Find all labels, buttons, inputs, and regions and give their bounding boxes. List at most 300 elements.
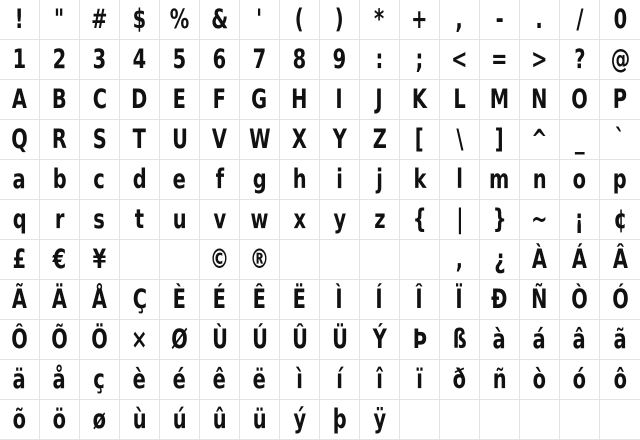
- glyph-cell[interactable]: [0, 120, 40, 160]
- glyph-character: [336, 246, 343, 273]
- glyph-character: #: [91, 4, 108, 35]
- glyph-cell[interactable]: [280, 240, 320, 280]
- glyph-cell[interactable]: [520, 40, 560, 80]
- glyph-cell[interactable]: [120, 160, 160, 200]
- glyph-cell[interactable]: [360, 120, 400, 160]
- glyph-cell[interactable]: [520, 400, 560, 440]
- glyph-cell[interactable]: [360, 160, 400, 200]
- glyph-cell[interactable]: [0, 320, 40, 360]
- glyph-character: ï: [416, 364, 423, 395]
- glyph-character: D: [131, 84, 148, 115]
- glyph-cell[interactable]: [400, 40, 440, 80]
- glyph-character: ": [54, 4, 65, 35]
- glyph-cell[interactable]: [480, 160, 520, 200]
- glyph-cell[interactable]: [280, 40, 320, 80]
- glyph-cell[interactable]: [440, 200, 480, 240]
- glyph-character: d: [132, 164, 147, 195]
- glyph-character: ?: [573, 44, 586, 75]
- glyph-cell[interactable]: [0, 280, 40, 320]
- glyph-character: õ: [12, 404, 27, 435]
- glyph-cell[interactable]: [360, 320, 400, 360]
- glyph-cell[interactable]: [40, 200, 80, 240]
- glyph-cell[interactable]: [40, 320, 80, 360]
- glyph-cell[interactable]: [200, 320, 240, 360]
- glyph-character: À: [531, 244, 548, 275]
- glyph-cell[interactable]: [280, 0, 320, 40]
- glyph-character: |: [455, 204, 464, 235]
- glyph-cell[interactable]: [560, 80, 600, 120]
- glyph-cell[interactable]: [320, 400, 360, 440]
- glyph-cell[interactable]: [320, 0, 360, 40]
- glyph-character: O: [571, 84, 588, 115]
- glyph-character: 6: [212, 44, 227, 75]
- glyph-character: [416, 246, 423, 273]
- glyph-character: Þ: [412, 324, 427, 355]
- glyph-character: Ô: [11, 324, 28, 355]
- glyph-cell[interactable]: [600, 160, 640, 200]
- glyph-cell[interactable]: [200, 200, 240, 240]
- glyph-character: Á: [571, 244, 588, 275]
- glyph-cell[interactable]: [480, 200, 520, 240]
- glyph-cell[interactable]: [200, 40, 240, 80]
- glyph-character: è: [132, 364, 147, 395]
- glyph-character: 5: [172, 44, 187, 75]
- glyph-cell[interactable]: [480, 240, 520, 280]
- glyph-character: Ü: [331, 324, 348, 355]
- glyph-character: ä: [12, 364, 27, 395]
- glyph-cell[interactable]: [280, 120, 320, 160]
- glyph-character: ÿ: [373, 404, 386, 435]
- glyph-cell[interactable]: [0, 160, 40, 200]
- glyph-character: Å: [91, 284, 108, 315]
- glyph-character: B: [52, 84, 67, 115]
- glyph-cell[interactable]: [440, 320, 480, 360]
- glyph-character: R: [52, 124, 67, 155]
- glyph-cell[interactable]: [80, 360, 120, 400]
- glyph-cell[interactable]: [120, 200, 160, 240]
- glyph-cell[interactable]: [600, 280, 640, 320]
- glyph-cell[interactable]: [240, 280, 280, 320]
- glyph-cell[interactable]: [40, 360, 80, 400]
- glyph-character: é: [172, 364, 187, 395]
- glyph-cell[interactable]: [520, 320, 560, 360]
- glyph-character: }: [492, 204, 507, 235]
- glyph-cell[interactable]: [160, 40, 200, 80]
- glyph-cell[interactable]: [480, 40, 520, 80]
- glyph-cell[interactable]: [600, 120, 640, 160]
- glyph-cell[interactable]: [520, 0, 560, 40]
- glyph-cell[interactable]: [320, 320, 360, 360]
- glyph-cell[interactable]: [440, 360, 480, 400]
- glyph-character: G: [251, 84, 268, 115]
- glyph-cell[interactable]: [40, 280, 80, 320]
- glyph-character: `: [615, 124, 625, 155]
- glyph-cell[interactable]: [440, 400, 480, 440]
- glyph-cell[interactable]: [320, 200, 360, 240]
- glyph-cell[interactable]: [600, 200, 640, 240]
- glyph-character: i: [336, 164, 343, 195]
- glyph-cell[interactable]: [360, 80, 400, 120]
- glyph-character: !: [15, 4, 24, 35]
- glyph-character: 7: [252, 44, 267, 75]
- glyph-character: å: [52, 364, 67, 395]
- glyph-cell[interactable]: [440, 240, 480, 280]
- glyph-cell[interactable]: [200, 80, 240, 120]
- glyph-character: [376, 246, 383, 273]
- glyph-character: (: [295, 4, 304, 35]
- glyph-cell[interactable]: [400, 0, 440, 40]
- glyph-character: Ç: [132, 284, 147, 315]
- glyph-cell[interactable]: [560, 320, 600, 360]
- glyph-character: 2: [52, 44, 67, 75]
- glyph-cell[interactable]: [560, 120, 600, 160]
- glyph-character: n: [532, 164, 547, 195]
- glyph-character: á: [532, 324, 547, 355]
- glyph-cell[interactable]: [80, 40, 120, 80]
- glyph-cell[interactable]: [480, 320, 520, 360]
- glyph-character: Q: [11, 124, 28, 155]
- glyph-cell[interactable]: [400, 200, 440, 240]
- glyph-character: j: [376, 164, 383, 195]
- glyph-cell[interactable]: [360, 360, 400, 400]
- glyph-character: Õ: [51, 324, 68, 355]
- glyph-character: z: [373, 204, 386, 235]
- glyph-character: s: [93, 204, 106, 235]
- glyph-cell[interactable]: [280, 80, 320, 120]
- glyph-cell[interactable]: [200, 360, 240, 400]
- glyph-cell[interactable]: [560, 40, 600, 80]
- glyph-cell[interactable]: [440, 80, 480, 120]
- glyph-cell[interactable]: [240, 400, 280, 440]
- glyph-cell[interactable]: [240, 40, 280, 80]
- glyph-cell[interactable]: [120, 120, 160, 160]
- glyph-cell[interactable]: [560, 240, 600, 280]
- glyph-cell[interactable]: [520, 200, 560, 240]
- glyph-cell[interactable]: [320, 120, 360, 160]
- glyph-cell[interactable]: [0, 40, 40, 80]
- glyph-cell[interactable]: [240, 120, 280, 160]
- glyph-cell[interactable]: [480, 280, 520, 320]
- glyph-character: .: [535, 4, 544, 35]
- glyph-character: u: [172, 204, 187, 235]
- glyph-character: 0: [613, 4, 627, 35]
- glyph-cell[interactable]: [80, 320, 120, 360]
- glyph-cell[interactable]: [600, 80, 640, 120]
- glyph-character: [296, 246, 303, 273]
- glyph-cell[interactable]: [160, 160, 200, 200]
- glyph-cell[interactable]: [200, 0, 240, 40]
- glyph-cell[interactable]: [120, 0, 160, 40]
- glyph-character: 9: [332, 44, 347, 75]
- glyph-cell[interactable]: [400, 360, 440, 400]
- glyph-character: ø: [92, 404, 107, 435]
- glyph-cell[interactable]: [240, 80, 280, 120]
- glyph-character: ¡: [575, 204, 584, 235]
- glyph-character: 8: [292, 44, 307, 75]
- glyph-cell[interactable]: [400, 400, 440, 440]
- glyph-character: :: [375, 44, 384, 75]
- glyph-character: ç: [93, 364, 106, 395]
- glyph-character: x: [293, 204, 306, 235]
- glyph-character: +: [411, 4, 428, 35]
- glyph-character: Û: [291, 324, 308, 355]
- glyph-character: W: [248, 124, 271, 155]
- glyph-character: ©: [209, 244, 230, 275]
- glyph-cell[interactable]: [120, 280, 160, 320]
- glyph-character: h: [292, 164, 307, 195]
- glyph-character: =: [491, 44, 508, 75]
- glyph-character: þ: [332, 404, 347, 435]
- glyph-cell[interactable]: [80, 200, 120, 240]
- glyph-character: {: [412, 204, 427, 235]
- glyph-cell[interactable]: [0, 200, 40, 240]
- glyph-cell[interactable]: [40, 0, 80, 40]
- glyph-cell[interactable]: [360, 400, 400, 440]
- glyph-cell[interactable]: [80, 400, 120, 440]
- glyph-cell[interactable]: [600, 360, 640, 400]
- glyph-character: E: [172, 84, 187, 115]
- glyph-cell[interactable]: [0, 400, 40, 440]
- glyph-character: ®: [249, 244, 270, 275]
- glyph-cell[interactable]: [0, 80, 40, 120]
- glyph-cell[interactable]: [480, 80, 520, 120]
- glyph-cell[interactable]: [240, 160, 280, 200]
- glyph-cell[interactable]: [400, 80, 440, 120]
- glyph-cell[interactable]: [200, 160, 240, 200]
- glyph-cell[interactable]: [520, 280, 560, 320]
- glyph-cell[interactable]: [520, 360, 560, 400]
- glyph-cell[interactable]: [240, 0, 280, 40]
- glyph-cell[interactable]: [560, 360, 600, 400]
- glyph-cell[interactable]: [160, 280, 200, 320]
- glyph-character: ò: [532, 364, 547, 395]
- glyph-cell[interactable]: [400, 120, 440, 160]
- glyph-character: ¥: [92, 244, 107, 275]
- glyph-cell[interactable]: [200, 400, 240, 440]
- glyph-character: \: [455, 124, 464, 155]
- glyph-character: l: [456, 164, 463, 195]
- glyph-cell[interactable]: [520, 80, 560, 120]
- glyph-cell[interactable]: [320, 360, 360, 400]
- glyph-cell[interactable]: [440, 280, 480, 320]
- glyph-character: Ê: [252, 284, 267, 315]
- glyph-character: H: [291, 84, 308, 115]
- glyph-cell[interactable]: [320, 40, 360, 80]
- glyph-cell[interactable]: [40, 40, 80, 80]
- glyph-cell[interactable]: [160, 320, 200, 360]
- glyph-cell[interactable]: [120, 400, 160, 440]
- glyph-character: &: [211, 4, 228, 35]
- glyph-character: I: [335, 84, 344, 115]
- glyph-cell[interactable]: [320, 280, 360, 320]
- glyph-cell[interactable]: [280, 160, 320, 200]
- glyph-cell[interactable]: [0, 360, 40, 400]
- glyph-character: ê: [212, 364, 227, 395]
- glyph-character: <: [451, 44, 468, 75]
- glyph-cell[interactable]: [560, 160, 600, 200]
- glyph-cell[interactable]: [40, 400, 80, 440]
- glyph-character: ¢: [613, 204, 627, 235]
- glyph-character: J: [375, 84, 384, 115]
- glyph-cell[interactable]: [400, 160, 440, 200]
- glyph-cell[interactable]: [40, 80, 80, 120]
- glyph-cell[interactable]: [40, 160, 80, 200]
- glyph-cell[interactable]: [400, 320, 440, 360]
- glyph-cell[interactable]: [440, 160, 480, 200]
- glyph-cell[interactable]: [200, 240, 240, 280]
- glyph-cell[interactable]: [80, 0, 120, 40]
- glyph-cell[interactable]: [160, 80, 200, 120]
- glyph-cell[interactable]: [200, 280, 240, 320]
- glyph-cell[interactable]: [160, 200, 200, 240]
- glyph-cell[interactable]: [320, 80, 360, 120]
- glyph-cell[interactable]: [360, 240, 400, 280]
- glyph-cell[interactable]: [120, 320, 160, 360]
- glyph-character: Ä: [51, 284, 68, 315]
- glyph-cell[interactable]: [560, 0, 600, 40]
- glyph-character: M: [489, 84, 510, 115]
- glyph-character: ¿: [493, 244, 506, 275]
- glyph-cell[interactable]: [400, 280, 440, 320]
- glyph-cell[interactable]: [240, 320, 280, 360]
- glyph-character: ): [335, 4, 344, 35]
- glyph-character: ô: [613, 364, 627, 395]
- glyph-cell[interactable]: [480, 360, 520, 400]
- glyph-character: /: [575, 4, 584, 35]
- glyph-character: $: [132, 4, 147, 35]
- glyph-character: C: [92, 84, 107, 115]
- glyph-character: ì: [296, 364, 303, 395]
- glyph-character: L: [453, 84, 466, 115]
- glyph-character: ð: [452, 364, 467, 395]
- glyph-cell[interactable]: [560, 200, 600, 240]
- glyph-cell[interactable]: [520, 120, 560, 160]
- glyph-cell[interactable]: [120, 240, 160, 280]
- glyph-character: ý: [293, 404, 306, 435]
- glyph-character: _: [574, 124, 585, 155]
- glyph-character: Ò: [571, 284, 588, 315]
- glyph-character: ù: [132, 404, 147, 435]
- glyph-character: ó: [572, 364, 587, 395]
- glyph-cell[interactable]: [480, 0, 520, 40]
- glyph-cell[interactable]: [600, 40, 640, 80]
- glyph-character: @: [610, 44, 630, 75]
- glyph-character: w: [250, 204, 269, 235]
- glyph-cell[interactable]: [520, 160, 560, 200]
- glyph-character: ]: [495, 124, 504, 155]
- glyph-cell[interactable]: [0, 240, 40, 280]
- glyph-cell[interactable]: [360, 280, 400, 320]
- glyph-character: F: [212, 84, 227, 115]
- glyph-character: f: [215, 164, 224, 195]
- glyph-character: Â: [612, 244, 628, 275]
- glyph-character: ‚: [455, 244, 464, 275]
- glyph-cell[interactable]: [280, 280, 320, 320]
- glyph-cell[interactable]: [480, 120, 520, 160]
- glyph-cell[interactable]: [280, 360, 320, 400]
- glyph-character: Ø: [171, 324, 188, 355]
- glyph-character: A: [11, 84, 28, 115]
- glyph-cell[interactable]: [280, 200, 320, 240]
- glyph-cell[interactable]: [360, 40, 400, 80]
- glyph-character: U: [171, 124, 188, 155]
- glyph-cell[interactable]: [320, 240, 360, 280]
- glyph-cell[interactable]: [480, 400, 520, 440]
- glyph-character: Ú: [251, 324, 268, 355]
- glyph-cell[interactable]: [120, 80, 160, 120]
- glyph-cell[interactable]: [280, 320, 320, 360]
- glyph-cell[interactable]: [400, 240, 440, 280]
- glyph-character: t: [134, 204, 145, 235]
- glyph-cell[interactable]: [440, 120, 480, 160]
- glyph-cell[interactable]: [120, 360, 160, 400]
- glyph-character: v: [213, 204, 226, 235]
- glyph-cell[interactable]: [160, 400, 200, 440]
- glyph-character: [: [415, 124, 424, 155]
- glyph-cell[interactable]: [320, 160, 360, 200]
- glyph-character: Y: [332, 124, 347, 155]
- glyph-character: 1: [12, 44, 27, 75]
- glyph-character: [136, 246, 143, 273]
- glyph-character: Ö: [91, 324, 108, 355]
- glyph-character: ,: [455, 4, 464, 35]
- glyph-cell[interactable]: [440, 40, 480, 80]
- glyph-character: ú: [172, 404, 187, 435]
- glyph-cell[interactable]: [600, 400, 640, 440]
- glyph-cell[interactable]: [240, 240, 280, 280]
- glyph-character: Í: [375, 284, 384, 315]
- glyph-cell[interactable]: [80, 80, 120, 120]
- glyph-cell[interactable]: [440, 0, 480, 40]
- glyph-cell[interactable]: [560, 280, 600, 320]
- glyph-cell[interactable]: [600, 320, 640, 360]
- glyph-cell[interactable]: [280, 400, 320, 440]
- glyph-cell[interactable]: [240, 360, 280, 400]
- glyph-character: -: [495, 4, 504, 35]
- glyph-cell[interactable]: [560, 400, 600, 440]
- glyph-cell[interactable]: [160, 240, 200, 280]
- glyph-character: V: [211, 124, 228, 155]
- glyph-cell[interactable]: [160, 120, 200, 160]
- glyph-cell[interactable]: [80, 120, 120, 160]
- glyph-cell[interactable]: [40, 240, 80, 280]
- glyph-character: ö: [52, 404, 67, 435]
- glyph-cell[interactable]: [360, 0, 400, 40]
- glyph-cell[interactable]: [160, 360, 200, 400]
- glyph-character: ×: [131, 324, 148, 355]
- glyph-cell[interactable]: [360, 200, 400, 240]
- glyph-cell[interactable]: [0, 0, 40, 40]
- glyph-cell[interactable]: [80, 280, 120, 320]
- glyph-character: P: [612, 84, 628, 115]
- glyph-character: ë: [252, 364, 267, 395]
- glyph-cell[interactable]: [600, 240, 640, 280]
- glyph-character: X: [291, 124, 307, 155]
- glyph-cell[interactable]: [80, 240, 120, 280]
- glyph-character: Ì: [335, 284, 344, 315]
- glyph-cell[interactable]: [120, 40, 160, 80]
- glyph-cell[interactable]: [40, 120, 80, 160]
- glyph-cell[interactable]: [80, 160, 120, 200]
- glyph-cell[interactable]: [240, 200, 280, 240]
- glyph-cell[interactable]: [160, 0, 200, 40]
- glyph-cell[interactable]: [600, 0, 640, 40]
- glyph-character: É: [212, 284, 227, 315]
- glyph-character: ~: [531, 204, 548, 235]
- glyph-character: Z: [372, 124, 387, 155]
- glyph-cell[interactable]: [200, 120, 240, 160]
- glyph-cell[interactable]: [520, 240, 560, 280]
